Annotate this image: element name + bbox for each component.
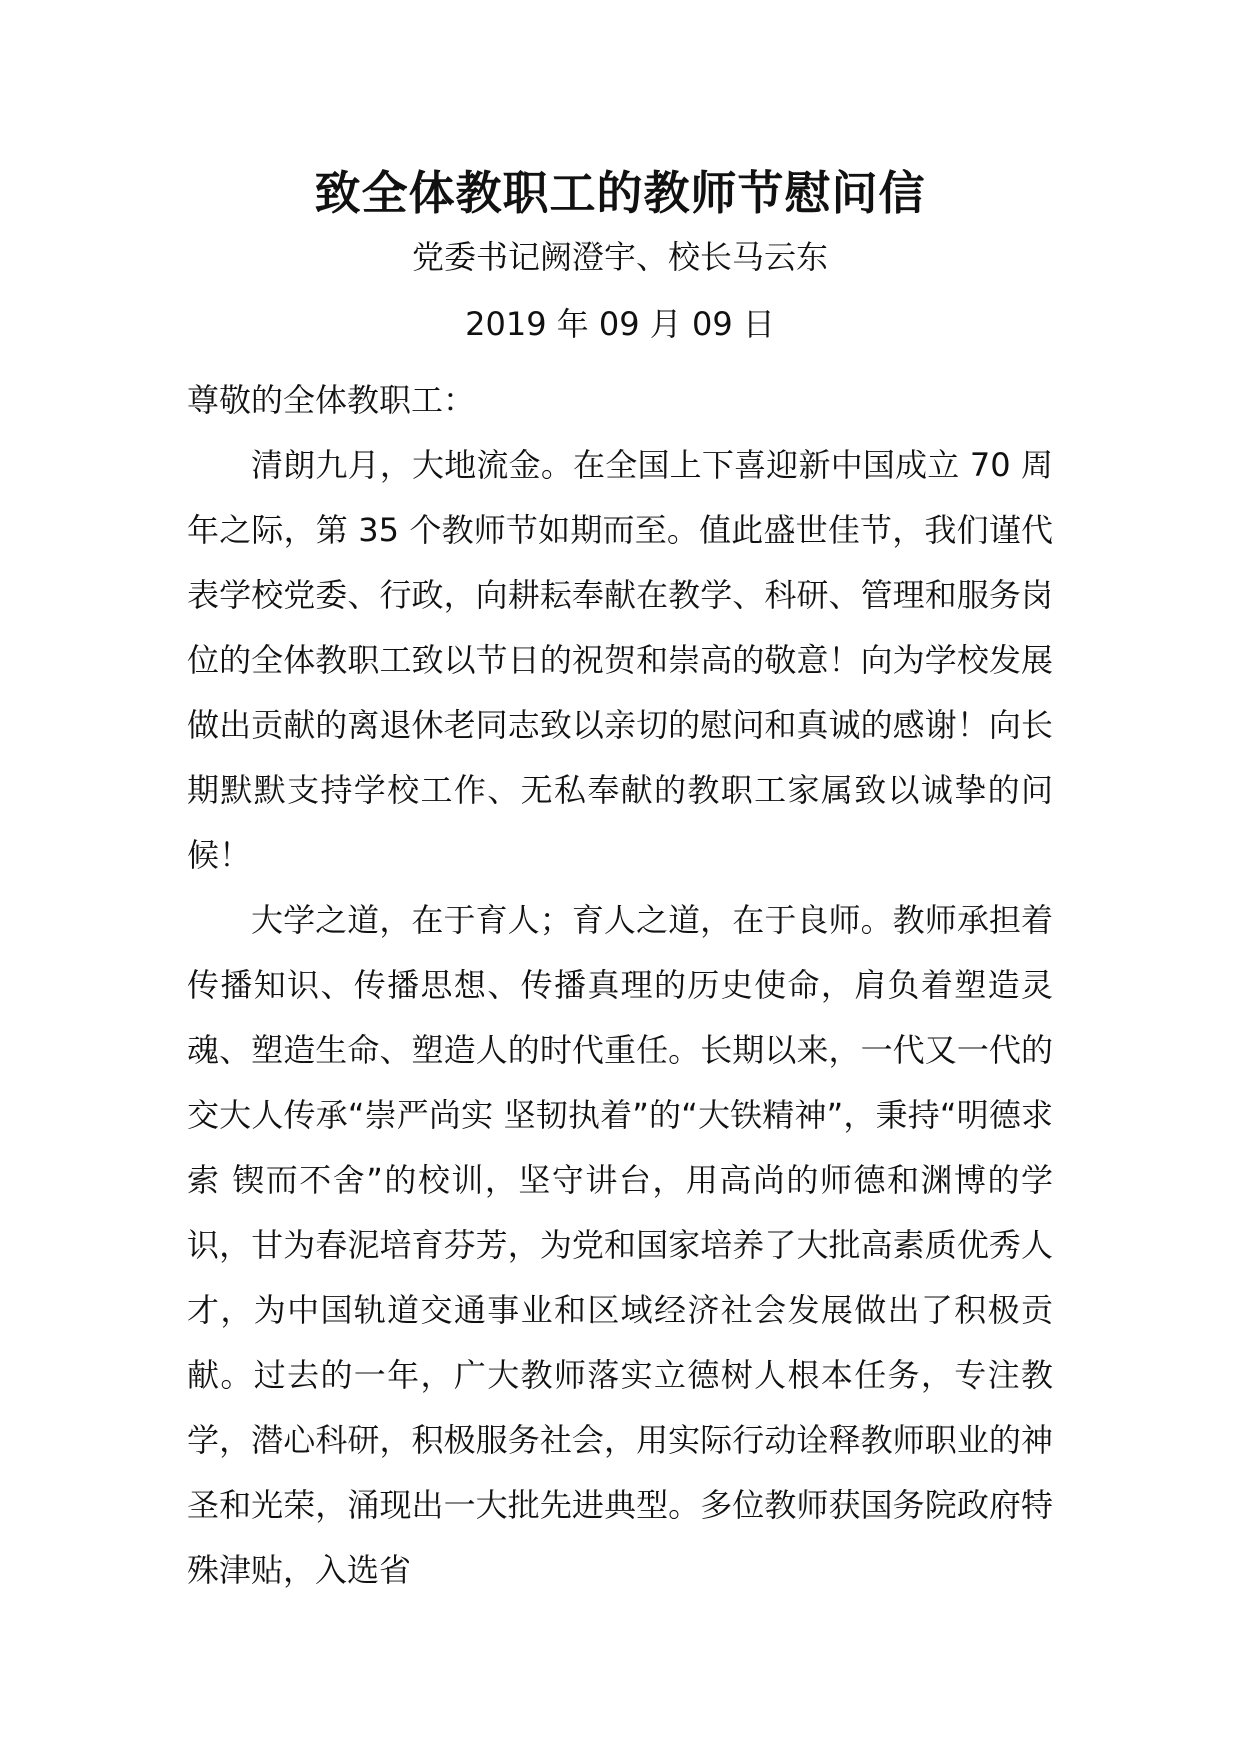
letter-author: 党委书记阙澄宇、校长马云东 (411, 238, 828, 276)
paragraph-1: 清朗九月，大地流金。在全国上下喜迎新中国成立 70 周年之际，第 35 个教师节如期而至。值此盛世佳节，我们谨代表学校党委、行政，向耕耘奉献在教学、科研、管理和服务岗位的全体教职工致以节日的祝贺和崇高的敬意！向为学校发展做出贡献的离退休老同志致以亲切的慰问和真诚的感谢！向长期默默支持学校工作、无私奉献的教职工家属致以诚挚的问候！ (187, 446, 1053, 874)
salutation: 尊敬的全体教职工： (187, 381, 476, 419)
letter-title: 致全体教职工的教师节慰问信 (314, 166, 926, 220)
paragraph-2: 大学之道，在于育人；育人之道，在于良师。教师承担着传播知识、传播思想、传播真理的历史使命，肩负着塑造灵魂、塑造生命、塑造人的时代重任。长期以来，一代又一代的交大人传承“崇严尚实 坚韧执着”的“大铁精神”，秉持“明德求索 锲而不舍”的校训，坚守讲台，用高尚的师德和渊博的学识，甘为春泥培育芬芳，为党和国家培养了大批高素质优秀人才，为中国轨道交通事业和区域经济社会发展做出了积极贡献。过去的一年，广大教师落实立德树人根本任务，专注教学，潜心科研，积极服务社会，用实际行动诠释教师职业的神圣和光荣，涌现出一大批先进典型。多位教师获国务院政府特殊津贴，入选省 (187, 901, 1053, 1589)
letter-body (187, 368, 1053, 1603)
letter-date: 2019 年 09 月 09 日 (465, 305, 775, 343)
